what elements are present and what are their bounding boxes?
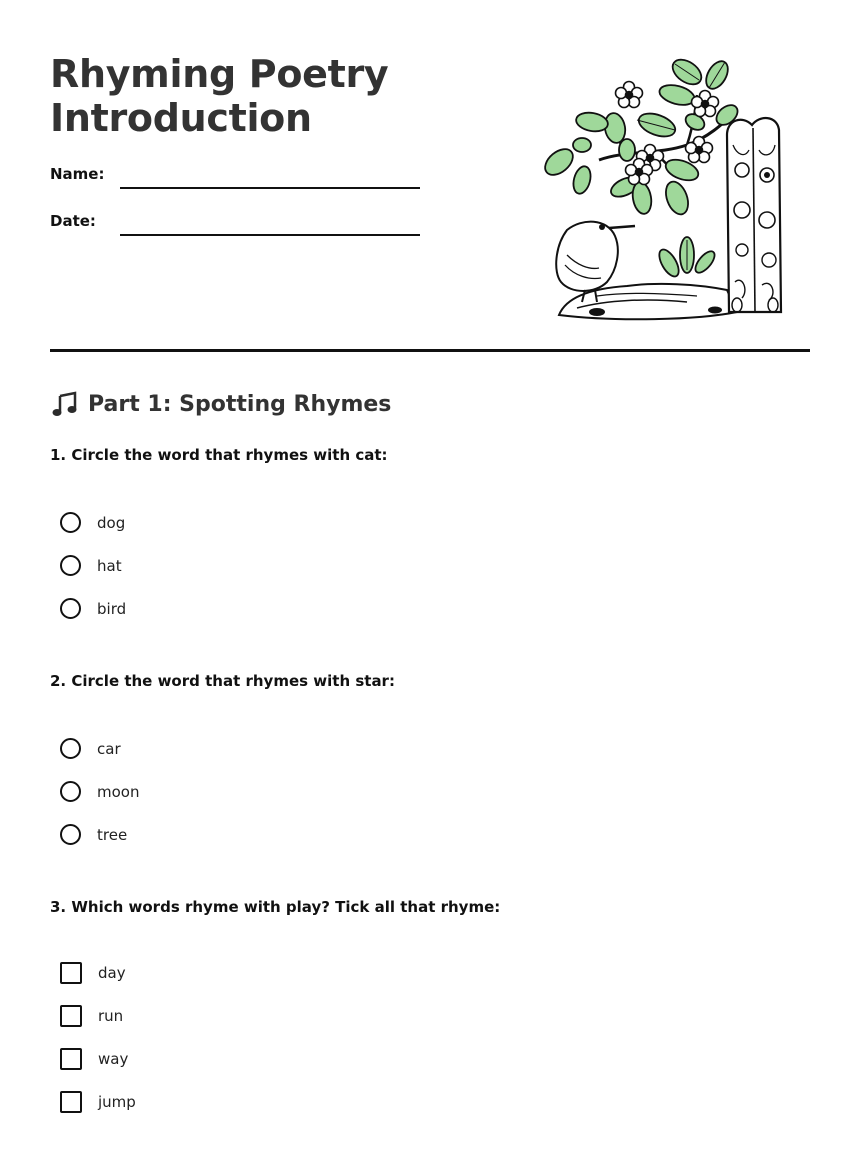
option-dog[interactable] [60,501,126,544]
date-label: Date: [50,212,96,230]
question-3-text: 3. Which words rhyme with play? Tick all that rhyme: [50,898,501,916]
option-label: dog [97,513,126,532]
option-jump[interactable] [60,1080,136,1123]
name-label: Name: [50,165,105,183]
question-3-options [60,951,136,1123]
question-2-options [60,727,139,856]
option-label: tree [97,825,128,844]
date-write-line[interactable] [120,234,420,236]
checkbox[interactable] [60,1091,82,1113]
carved-post-drawing [727,118,781,312]
option-way[interactable] [60,1037,136,1080]
option-run[interactable] [60,994,136,1037]
checkbox[interactable] [60,962,82,984]
radio-button[interactable] [60,738,81,759]
option-day[interactable] [60,951,136,994]
question-1 [50,445,810,618]
question-3 [50,897,810,1111]
option-bird[interactable] [60,587,126,630]
title-line-2: Introduction [50,96,312,140]
option-label: moon [97,782,140,801]
name-field-row [50,165,420,189]
name-write-line[interactable] [120,187,420,189]
option-label: jump [98,1092,136,1111]
music-note-icon [50,389,80,419]
option-label: bird [97,599,127,618]
option-tree[interactable] [60,813,139,856]
option-label: day [98,963,126,982]
radio-button[interactable] [60,598,81,619]
option-car[interactable] [60,727,139,770]
checkbox[interactable] [60,1005,82,1027]
tree-bird-carving-illustration [537,50,792,322]
worksheet-title [50,52,388,140]
section-title-text: Part 1: Spotting Rhymes [88,391,392,417]
worksheet-page [50,0,810,1161]
option-hat[interactable] [60,544,126,587]
date-field-row [50,212,420,236]
option-moon[interactable] [60,770,139,813]
radio-button[interactable] [60,512,81,533]
option-label: way [98,1049,129,1068]
question-2-text: 2. Circle the word that rhymes with star: [50,672,395,690]
question-1-text: 1. Circle the word that rhymes with cat: [50,446,388,464]
option-label: car [97,739,121,758]
checkbox[interactable] [60,1048,82,1070]
option-label: hat [97,556,122,575]
worksheet-header [50,0,810,352]
section-title [50,388,391,420]
radio-button[interactable] [60,555,81,576]
title-line-1: Rhyming Poetry [50,52,389,96]
radio-button[interactable] [60,824,81,845]
option-label: run [98,1006,124,1025]
question-1-options [60,501,126,630]
question-2 [50,671,810,844]
radio-button[interactable] [60,781,81,802]
header-divider [50,349,810,352]
